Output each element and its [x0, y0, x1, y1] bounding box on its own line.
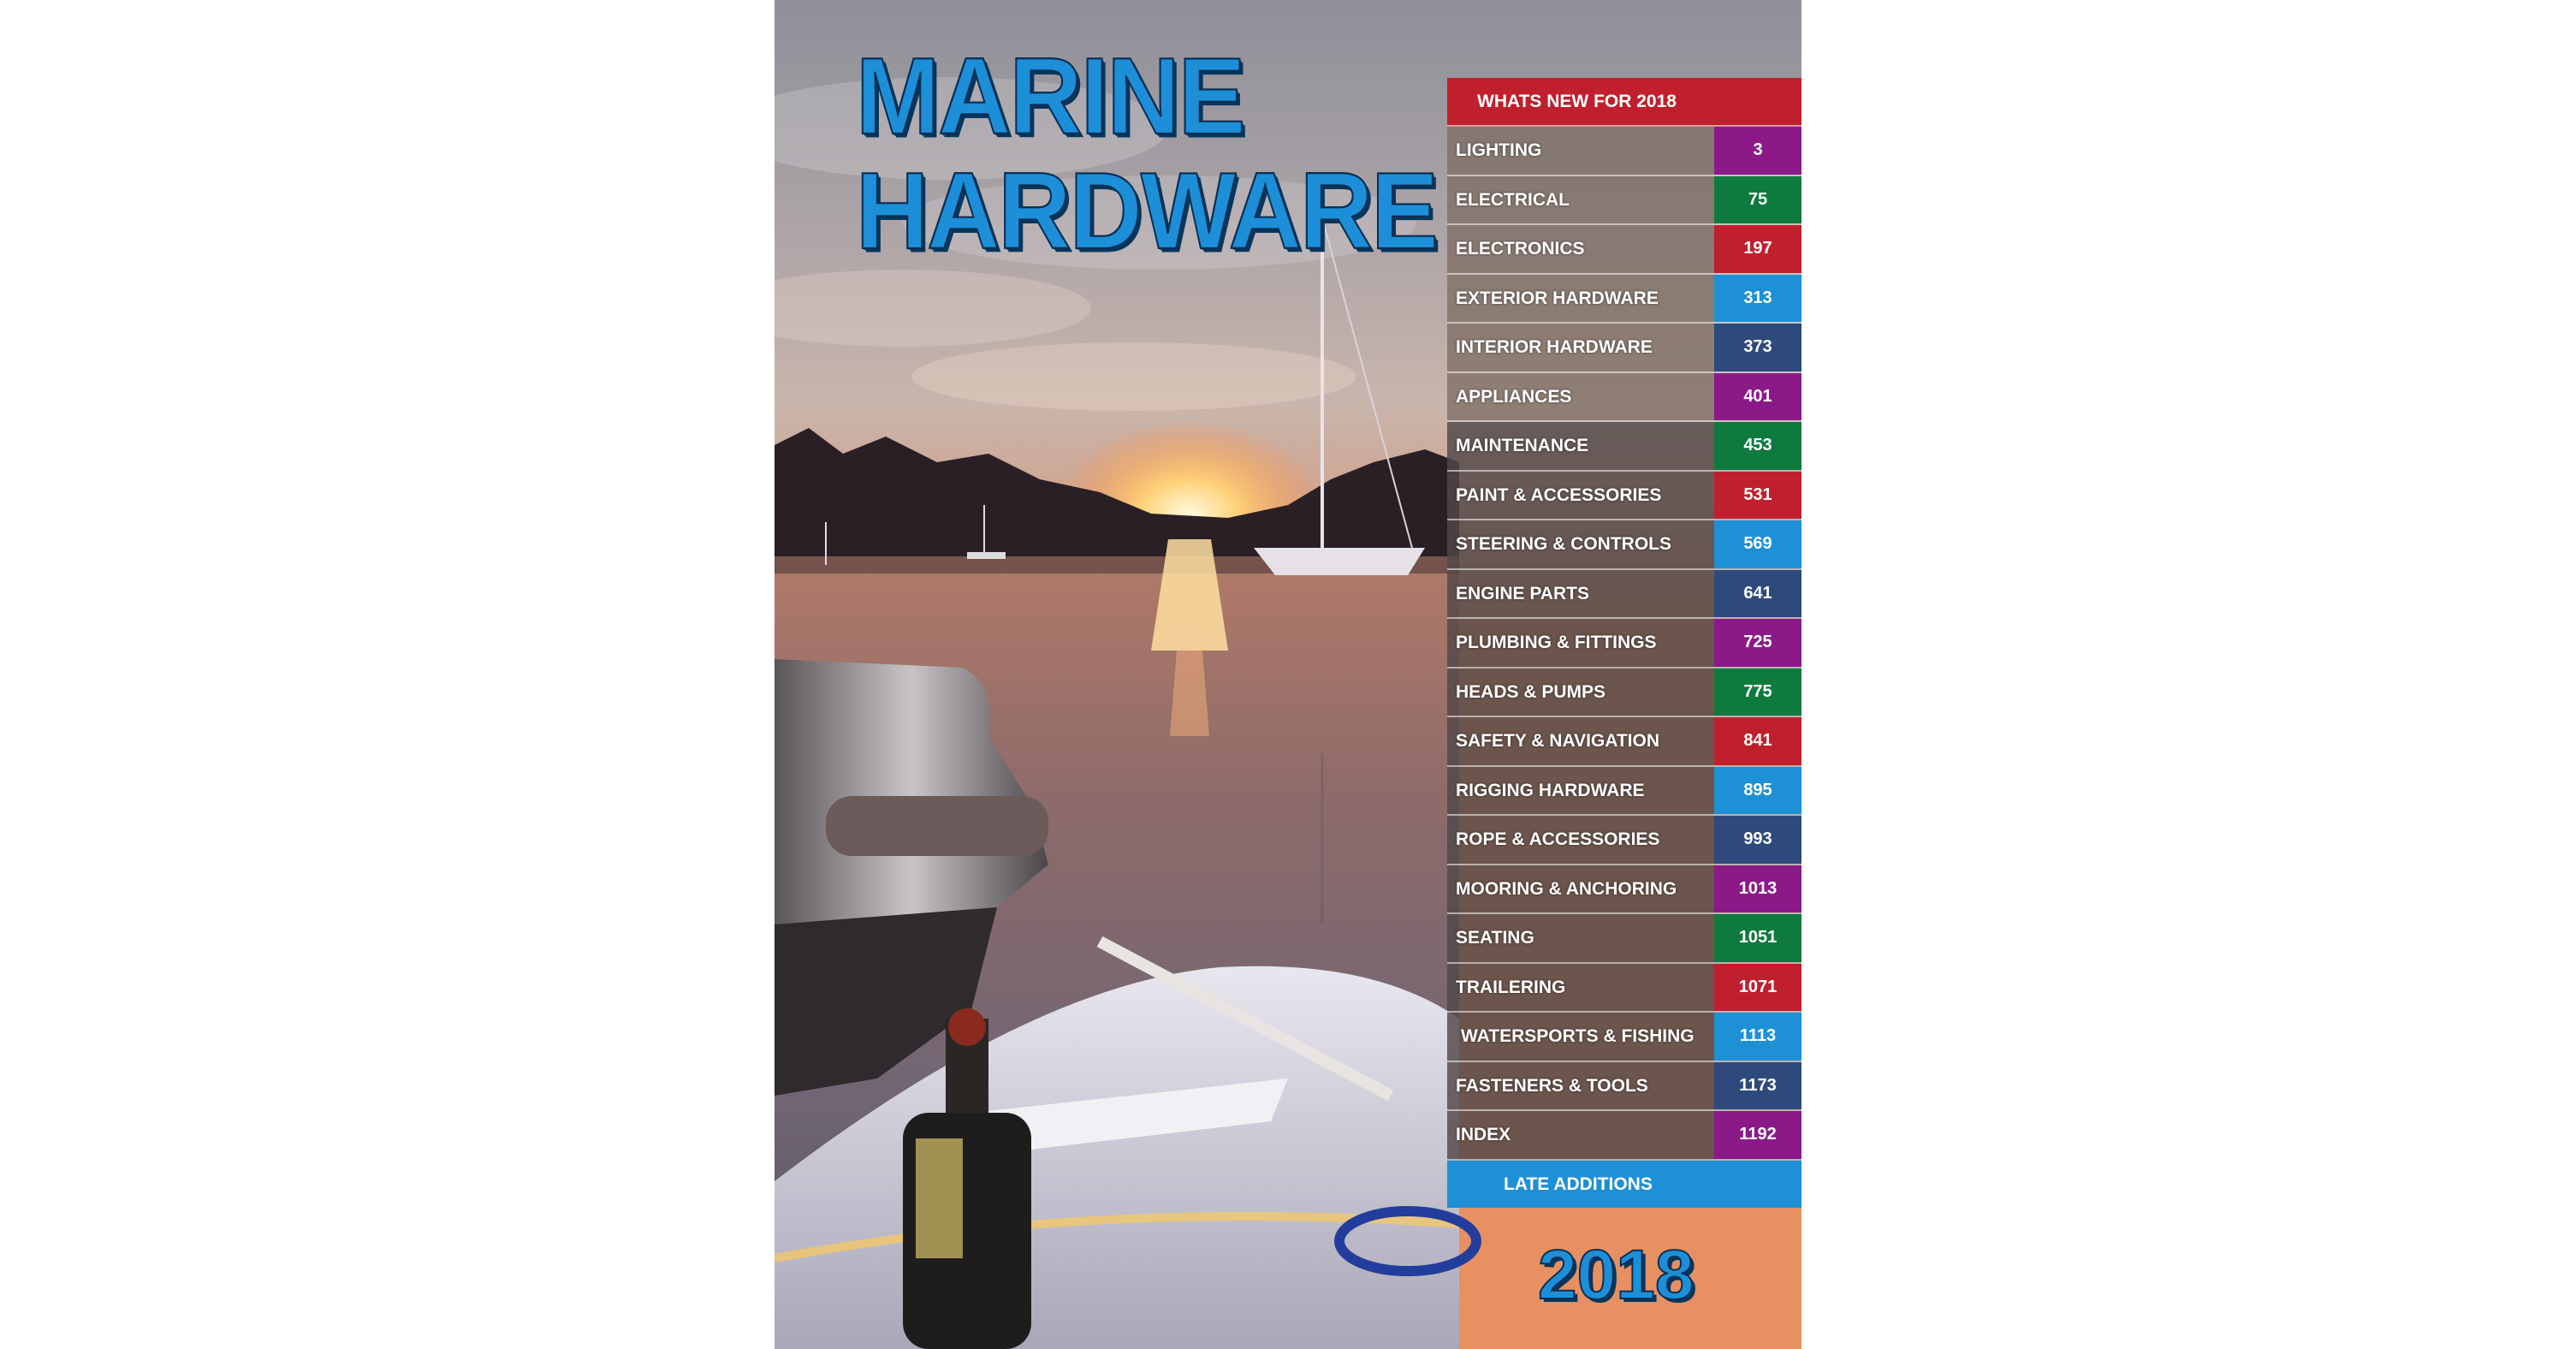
toc-section-label: EXTERIOR HARDWARE — [1456, 288, 1659, 308]
toc-page-number: 1173 — [1714, 1062, 1801, 1110]
toc-page-number: 1113 — [1714, 1013, 1801, 1061]
toc-row[interactable] — [1447, 619, 1801, 669]
toc-section-label: INDEX — [1456, 1125, 1511, 1144]
toc-page-number: 725 — [1714, 619, 1801, 667]
toc-page-number: 531 — [1714, 472, 1801, 520]
catalog-cover — [775, 0, 1801, 1349]
toc-section-label: RIGGING HARDWARE — [1456, 780, 1645, 800]
toc-page-number: 3 — [1714, 127, 1801, 175]
toc-page-number: 197 — [1714, 225, 1801, 273]
toc-row[interactable] — [1447, 373, 1801, 423]
toc-page-number: 775 — [1714, 669, 1801, 716]
toc-row[interactable] — [1447, 717, 1801, 767]
toc-page-number: 841 — [1714, 717, 1801, 765]
toc-section-label: STEERING & CONTROLS — [1456, 534, 1672, 554]
toc-section-label: ELECTRONICS — [1456, 239, 1585, 259]
toc-row[interactable] — [1447, 1062, 1801, 1112]
catalog-year: 2018 — [1538, 1236, 1695, 1314]
toc-row[interactable] — [1447, 127, 1801, 176]
toc-section-label: PLUMBING & FITTINGS — [1456, 633, 1657, 652]
toc-row[interactable] — [1447, 275, 1801, 324]
toc-header-whats-new[interactable]: WHATS NEW FOR 2018 — [1447, 78, 1801, 127]
toc-page-number: 641 — [1714, 570, 1801, 618]
toc-section-label: PAINT & ACCESSORIES — [1456, 484, 1662, 505]
catalog-title — [856, 35, 1437, 273]
toc-rows — [1447, 127, 1801, 1161]
toc-section-label: SAFETY & NAVIGATION — [1456, 731, 1660, 751]
toc-row[interactable] — [1447, 570, 1801, 620]
toc-page-number: 75 — [1714, 176, 1801, 224]
toc-row[interactable] — [1447, 472, 1801, 521]
toc-row[interactable] — [1447, 225, 1801, 275]
toc-section-label: ROPE & ACCESSORIES — [1456, 829, 1660, 849]
toc-page-number: 373 — [1714, 324, 1801, 371]
toc-row[interactable] — [1447, 865, 1801, 915]
toc-page-number: 1192 — [1714, 1111, 1801, 1159]
toc-section-label: ENGINE PARTS — [1456, 583, 1589, 603]
toc-section-label: ELECTRICAL — [1456, 189, 1570, 210]
toc-section-label: SEATING — [1456, 928, 1534, 948]
toc-section-label: APPLIANCES — [1456, 386, 1572, 407]
toc-section-label: WATERSPORTS & FISHING — [1461, 1026, 1695, 1046]
toc-row[interactable] — [1447, 964, 1801, 1013]
title-line-marine: MARINE — [856, 35, 1244, 158]
toc-section-label: LIGHTING — [1456, 140, 1542, 160]
toc-row[interactable] — [1447, 669, 1801, 718]
toc-page-number: 453 — [1714, 422, 1801, 470]
toc-page-number: 1071 — [1714, 964, 1801, 1012]
toc-section-label: MAINTENANCE — [1456, 436, 1589, 455]
toc-section-label: MOORING & ANCHORING — [1456, 878, 1677, 899]
toc-section-label: HEADS & PUMPS — [1456, 681, 1606, 702]
title-line-hardware: HARDWARE — [856, 150, 1437, 273]
toc-page-number: 993 — [1714, 816, 1801, 864]
toc-page-number: 895 — [1714, 767, 1801, 815]
toc-page-number: 401 — [1714, 373, 1801, 421]
toc-row[interactable] — [1447, 176, 1801, 226]
toc-row[interactable] — [1447, 520, 1801, 570]
table-of-contents — [1447, 78, 1801, 1208]
toc-section-label: INTERIOR HARDWARE — [1456, 337, 1653, 357]
toc-row[interactable] — [1447, 422, 1801, 472]
toc-row[interactable] — [1447, 767, 1801, 817]
toc-page-number: 1013 — [1714, 865, 1801, 913]
toc-section-label: FASTENERS & TOOLS — [1456, 1075, 1648, 1096]
toc-row[interactable] — [1447, 1111, 1801, 1161]
toc-page-number: 569 — [1714, 520, 1801, 568]
toc-page-number: 1051 — [1714, 914, 1801, 962]
toc-row[interactable] — [1447, 324, 1801, 373]
toc-section-label: TRAILERING — [1456, 977, 1566, 997]
toc-row[interactable] — [1447, 914, 1801, 964]
toc-footer-late-additions[interactable]: LATE ADDITIONS — [1447, 1161, 1801, 1208]
toc-row[interactable] — [1447, 1013, 1801, 1062]
toc-page-number: 313 — [1714, 275, 1801, 323]
toc-row[interactable] — [1447, 816, 1801, 865]
